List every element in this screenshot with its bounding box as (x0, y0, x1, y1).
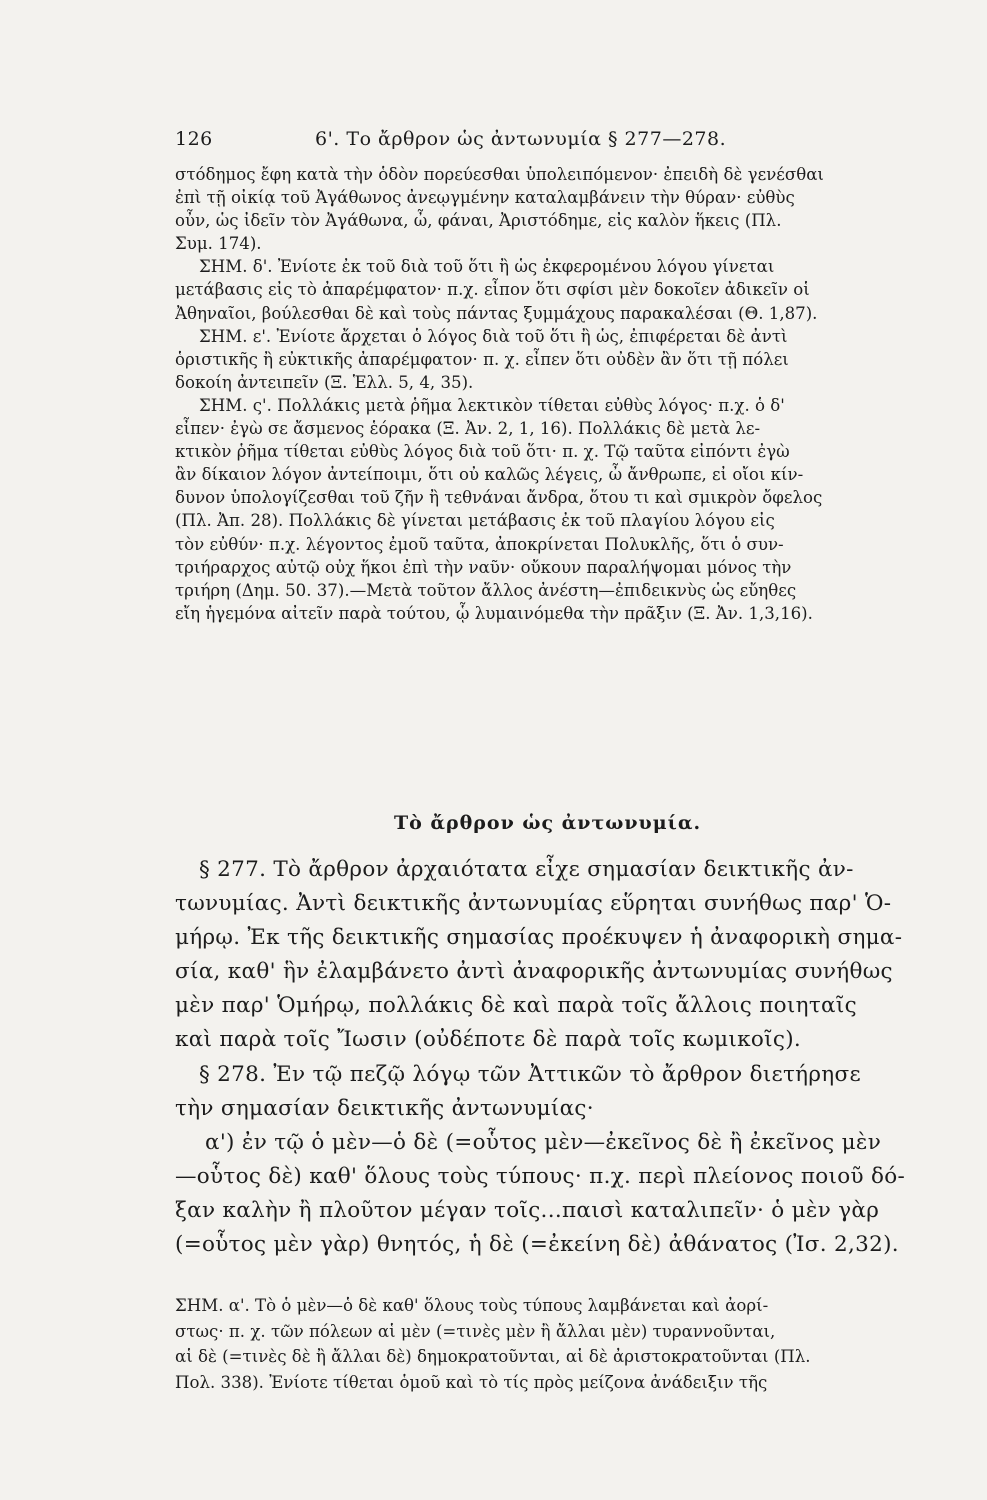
text-line: ΣΗΜ. ε'. Ἐνίοτε ἄρχεται ὁ λόγος διὰ τοῦ ὅτι ἢ ὡς, ἐπιφέρεται δὲ ἀντὶ (199, 326, 788, 346)
text-line: ΣΗΜ. α'. Τὸ ὁ μὲν—ὁ δὲ καθ' ὅλους τοὺς τύπους λαμβάνεται καὶ ἀορί- (175, 1296, 769, 1315)
text-line: αἱ δὲ (=τινὲς δὲ ἢ ἄλλαι δὲ) δημοκρατοῦνται, αἱ δὲ ἀριστοκρατοῦνται (Πλ. (175, 1347, 811, 1366)
text-line: δοκοίη ἀντειπεῖν (Ξ. Ἑλλ. 5, 4, 35). (175, 372, 474, 392)
text-line: μήρῳ. Ἐκ τῆς δεικτικῆς σημασίας προέκυψεν ἡ ἀναφορικὴ σημα- (175, 925, 903, 951)
text-line: εἴη ἡγεμόνα αἰτεῖν παρὰ τούτου, ᾧ λυμαινόμεθα τὴν πρᾶξιν (Ξ. Ἀν. 1,3,16). (175, 603, 813, 623)
text-line: δυνον ὑπολογίζεσθαι τοῦ ζῆν ἢ τεθνάναι ἄνδρα, ὅτου τι καὶ σμικρὸν ὄφελος (175, 488, 823, 508)
text-line: ἂν δίκαιον λόγον ἀντείποιμι, ὅτι οὐ καλῶς λέγεις, ὦ ἄνθρωπε, εἰ οἴοι κίν- (175, 465, 804, 485)
text-line: § 278. Ἐν τῷ πεζῷ λόγῳ τῶν Ἀττικῶν τὸ ἄρθρον διετήρησε (199, 1061, 861, 1087)
text-line: καὶ παρὰ τοῖς Ἴωσιν (οὐδέποτε δὲ παρὰ τοῖς κωμικοῖς). (175, 1027, 802, 1053)
text-line: Συμ. 174). (175, 234, 262, 254)
text-line: στόδημος ἔφη κατὰ τὴν ὁδὸν πορεύεσθαι ὑπολειπόμενον· ἐπειδὴ δὲ γενέσθαι (175, 165, 824, 184)
page-number: 126 (175, 128, 213, 150)
text-line: μετάβασις εἰς τὸ ἀπαρέμφατον· π.χ. εἶπον ὅτι σφίσι μὲν δοκοῖεν ἀδικεῖν οἱ (175, 280, 810, 300)
top-paragraph (175, 163, 920, 625)
text-line: ΣΗΜ. δ'. Ἐνίοτε ἐκ τοῦ διὰ τοῦ ὅτι ἢ ὡς ἐκφερομένου λόγου γίνεται (199, 257, 775, 277)
text-line: —οὗτος δὲ) καθ' ὅλους τοὺς τύπους· π.χ. περὶ πλείονος ποιοῦ δό- (175, 1163, 906, 1189)
text-line: σία, καθ' ἣν ἐλαμβάνετο ἀντὶ ἀναφορικῆς ἀντωνυμίας συνήθως (175, 959, 893, 985)
text-line: μὲν παρ' Ὁμήρῳ, πολλάκις δὲ καὶ παρὰ τοῖς ἄλλοις ποιηταῖς (175, 993, 857, 1019)
text-line: ξαν καλὴν ἢ πλοῦτον μέγαν τοῖς...παισὶ καταλιπεῖν· ὁ μὲν γὰρ (175, 1197, 880, 1223)
text-line: τριήρη (Δημ. 50. 37).—Μετὰ τοῦτον ἄλλος ἀνέστη—ἐπιδεικνὺς ὡς εὔηθες (175, 580, 797, 600)
text-line: τὴν σημασίαν δεικτικῆς ἀντωνυμίας· (175, 1095, 594, 1121)
text-line: κτικὸν ῥῆμα τίθεται εὐθὺς λόγος διὰ τοῦ ὅτι· π. χ. Τῷ ταῦτα εἰπόντι ἐγὼ (175, 442, 790, 462)
text-line: τὸν εὐθύν· π.χ. λέγοντος ἐμοῦ ταῦτα, ἀποκρίνεται Πολυκλῆς, ὅτι ὁ συν- (175, 534, 784, 554)
text-line: τωνυμίας. Ἀντὶ δεικτικῆς ἀντωνυμίας εὕρηται συνήθως παρ' Ὁ- (175, 891, 892, 917)
text-line: ΣΗΜ. ς'. Πολλάκις μετὰ ῥῆμα λεκτικὸν τίθεται εὐθὺς λόγος· π.χ. ὁ δ' (199, 395, 785, 415)
text-line: εἶπεν· ἐγὼ σε ἄσμενος ἑόρακα (Ξ. Ἀν. 2, 1, 16). Πολλάκις δὲ μετὰ λε- (175, 419, 761, 439)
running-title: 6'. Το ἄρθρον ὡς ἀντωνυμία § 277—278. (315, 128, 727, 150)
main-paragraph (175, 853, 920, 1262)
bottom-note (175, 1293, 920, 1395)
text-line: Πολ. 338). Ἐνίοτε τίθεται ὁμοῦ καὶ τὸ τίς πρὸς μείζονα ἀνάδειξιν τῆς (175, 1372, 768, 1392)
text-line: (Πλ. Ἀπ. 28). Πολλάκις δὲ γίνεται μετάβασις ἐκ τοῦ πλαγίου λόγου εἰς (175, 511, 775, 531)
text-line: τριήραρχος αὐτῷ οὐχ ἥκοι ἐπὶ τὴν ναῦν· οὔκουν παραλήψομαι μόνος τὴν (175, 557, 792, 577)
text-line: Ἀθηναῖοι, βούλεσθαι δὲ καὶ τοὺς πάντας ξυμμάχους παρακαλέσαι (Θ. 1,87). (175, 303, 818, 323)
text-line: α') ἐν τῷ ὁ μὲν—ὁ δὲ (=οὗτος μὲν—ἐκεῖνος δὲ ἢ ἐκεῖνος μὲν (205, 1129, 882, 1155)
text-line: ὁριστικῆς ἢ εὐκτικῆς ἀπαρέμφατον· π. χ. εἶπεν ὅτι οὐδὲν ἂν ὅτι τῇ πόλει (175, 349, 789, 369)
text-line: στως· π. χ. τῶν πόλεων αἱ μὲν (=τινὲς μὲν ἢ ἄλλαι μὲν) τυραννοῦνται, (175, 1321, 776, 1341)
text-line: οὖν, ὡς ἰδεῖν τὸν Ἀγάθωνα, ὦ, φάναι, Ἀριστόδημε, εἰς καλὸν ἥκεις (Πλ. (175, 211, 782, 231)
text-line: ἐπὶ τῇ οἰκίᾳ τοῦ Ἀγάθωνος ἀνεῳγμένην καταλαμβάνειν τὴν θύραν· εὐθὺς (175, 188, 795, 208)
text-line: (=οὗτος μὲν γὰρ) θνητός, ἡ δὲ (=ἐκείνη δὲ) ἀθάνατος (Ἰσ. 2,32). (175, 1232, 899, 1258)
section-title: Τὸ ἄρθρον ὡς ἀντωνυμία. (393, 812, 702, 834)
text-line: § 277. Τὸ ἄρθρον ἀρχαιότατα εἶχε σημασίαν δεικτικῆς ἀν- (199, 857, 854, 882)
